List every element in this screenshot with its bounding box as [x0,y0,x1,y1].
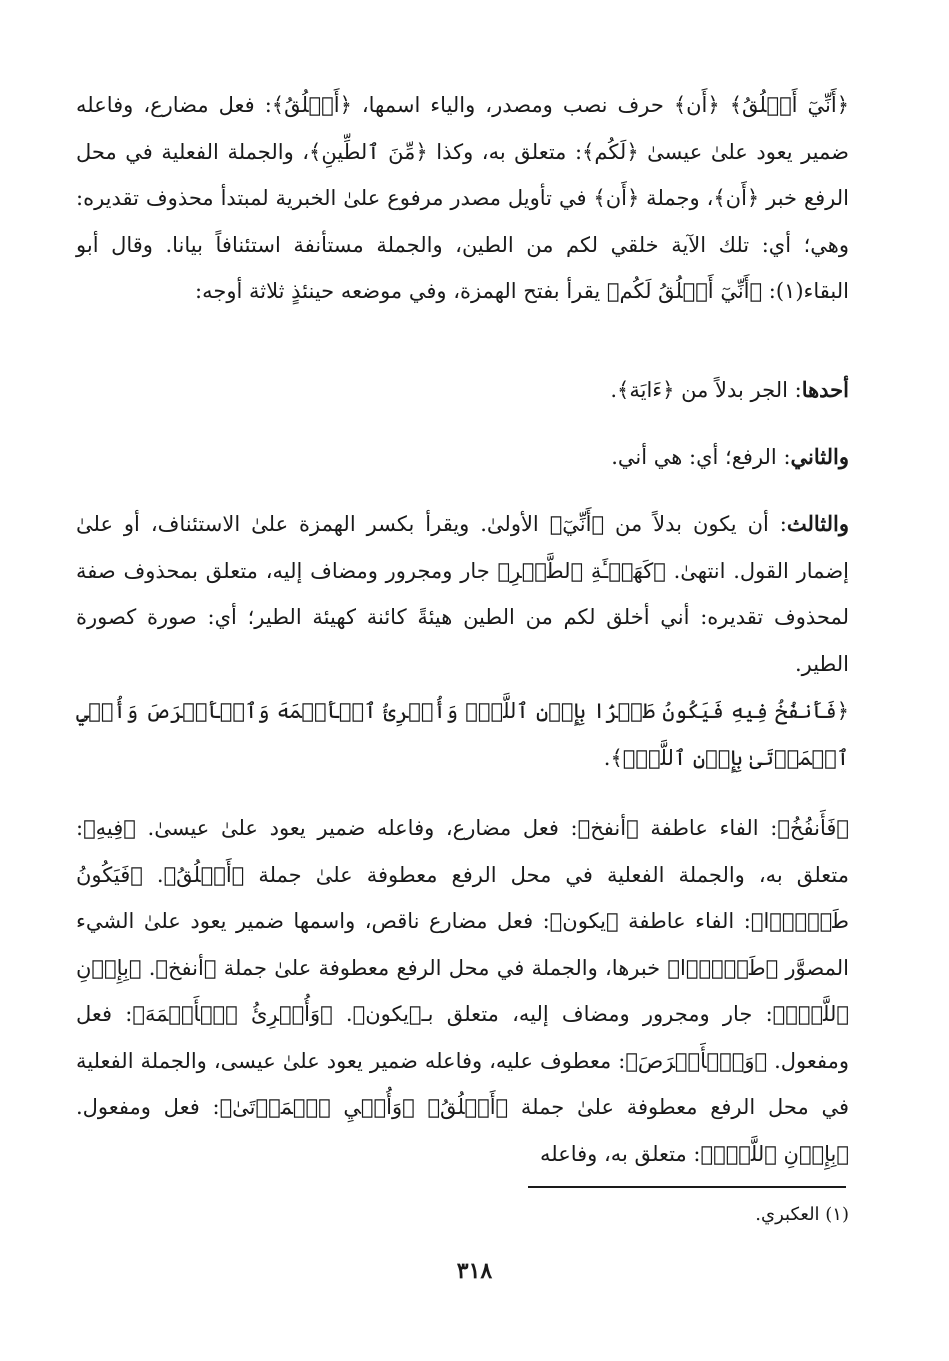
quran-verse: ﴿فَأَنفُخُ فِيهِ فَيَكُونُ طَيۡرَۢا بِإِذۡنِ ٱللَّهِۖ وَأُبۡرِئُ ٱلۡأَكۡمَهَ وَٱلۡأَبۡرَصَ وَأُحۡيِ ٱلۡمَوۡتَىٰ بِإِذۡنِ ٱللَّهِۖ﴾. [76,699,849,770]
aspect-text-third: : أن يكون بدلاً من ﴿أَنِّيٓ﴾ الأولىٰ. ويقرأ بكسر الهمزة علىٰ الاستئناف، أو علىٰ إضمار القول. انتهىٰ. ﴿كَهَيۡـَٔةِ ٱلطَّيۡرِ﴾ جار ومجرور ومضاف إليه، متعلق بمحذوف صفة لمحذوف تقديره: أني أخلق لكم من الطين هيئةً كائنة كهيئة الطير؛ أي: صورة كصورة الطير. [76,512,849,676]
paragraph-third-aspect [76,501,849,687]
aspect-label-third: والثالث [786,511,849,536]
aspect-text-second: : الرفع؛ أي: هي أني. [611,445,791,469]
paragraph-second-aspect [76,434,849,481]
footnote: (١) العكبري. [755,1204,849,1225]
footnote-divider [528,1186,846,1188]
paragraph-grammar-analysis: ﴿فَأَنفُخُ﴾: الفاء عاطفة ﴿أنفخ﴾: فعل مضارع، وفاعله ضمير يعود علىٰ عيسىٰ. ﴿فِيهِ﴾: متعلق به، والجملة الفعلية في محل الرفع معطوفة علىٰ جملة ﴿أَخۡلُقُ﴾. ﴿فَيَكُونُ طَيۡرَۢا﴾: الفاء عاطفة ﴿يكون﴾: فعل مضارع ناقص، واسمها ضمير يعود علىٰ الشيء المصوَّر ﴿طَيۡرَۢا﴾ خبرها، والجملة في محل الرفع معطوفة علىٰ جملة ﴿أنفخ﴾. ﴿بِإِذۡنِ ٱللَّهِۖ﴾: جار ومجرور ومضاف إليه، متعلق بـ﴿يكون﴾. ﴿وَأُبۡرِئُ ٱلۡأَكۡمَهَ﴾: فعل ومفعول. ﴿وَٱلۡأَبۡرَصَ﴾: معطوف عليه، وفاعله ضمير يعود علىٰ عيسى، والجملة الفعلية في محل الرفع معطوفة علىٰ جملة ﴿أَخۡلُقُ﴾ ﴿وَأُحۡيِ ٱلۡمَوۡتَىٰ﴾: فعل ومفعول. ﴿بِإِذۡنِ ٱللَّهِۖ﴾: متعلق به، وفاعله [76,816,849,1166]
paragraph-1: ﴿أَنِّيٓ أَخۡلُقُ﴾ ﴿أَن﴾ حرف نصب ومصدر، والياء اسمها، ﴿أَخۡلُقُ﴾: فعل مضارع، وفاعله ضمير يعود علىٰ عيسىٰ ﴿لَكُم﴾: متعلق به، وكذا ﴿مِّنَ ٱلطِّينِ﴾، والجملة الفعلية في محل الرفع خبر ﴿أَن﴾، وجملة ﴿أَن﴾ في تأويل مصدر مرفوع علىٰ الخبرية لمبتدأ محذوف تقديره: وهي؛ أي: تلك الآية خلقي لكم من الطين، والجملة مستأنفة استئنافاً بيانا. وقال أبو البقاء(١): ﴿أَنِّيٓ أَخۡلُقُ لَكُم﴾ يقرأ بفتح الهمزة، وفي موضعه حينئذٍ ثلاثة أوجه: [76,93,849,303]
aspect-label-first: أحدها [801,377,849,402]
aspect-label-second: والثاني [790,444,849,469]
aspect-text-first: : الجر بدلاً من ﴿ءَايَة﴾. [610,378,802,402]
page-number: ٣١٨ [456,1258,493,1284]
paragraph-first-aspect [76,367,849,414]
